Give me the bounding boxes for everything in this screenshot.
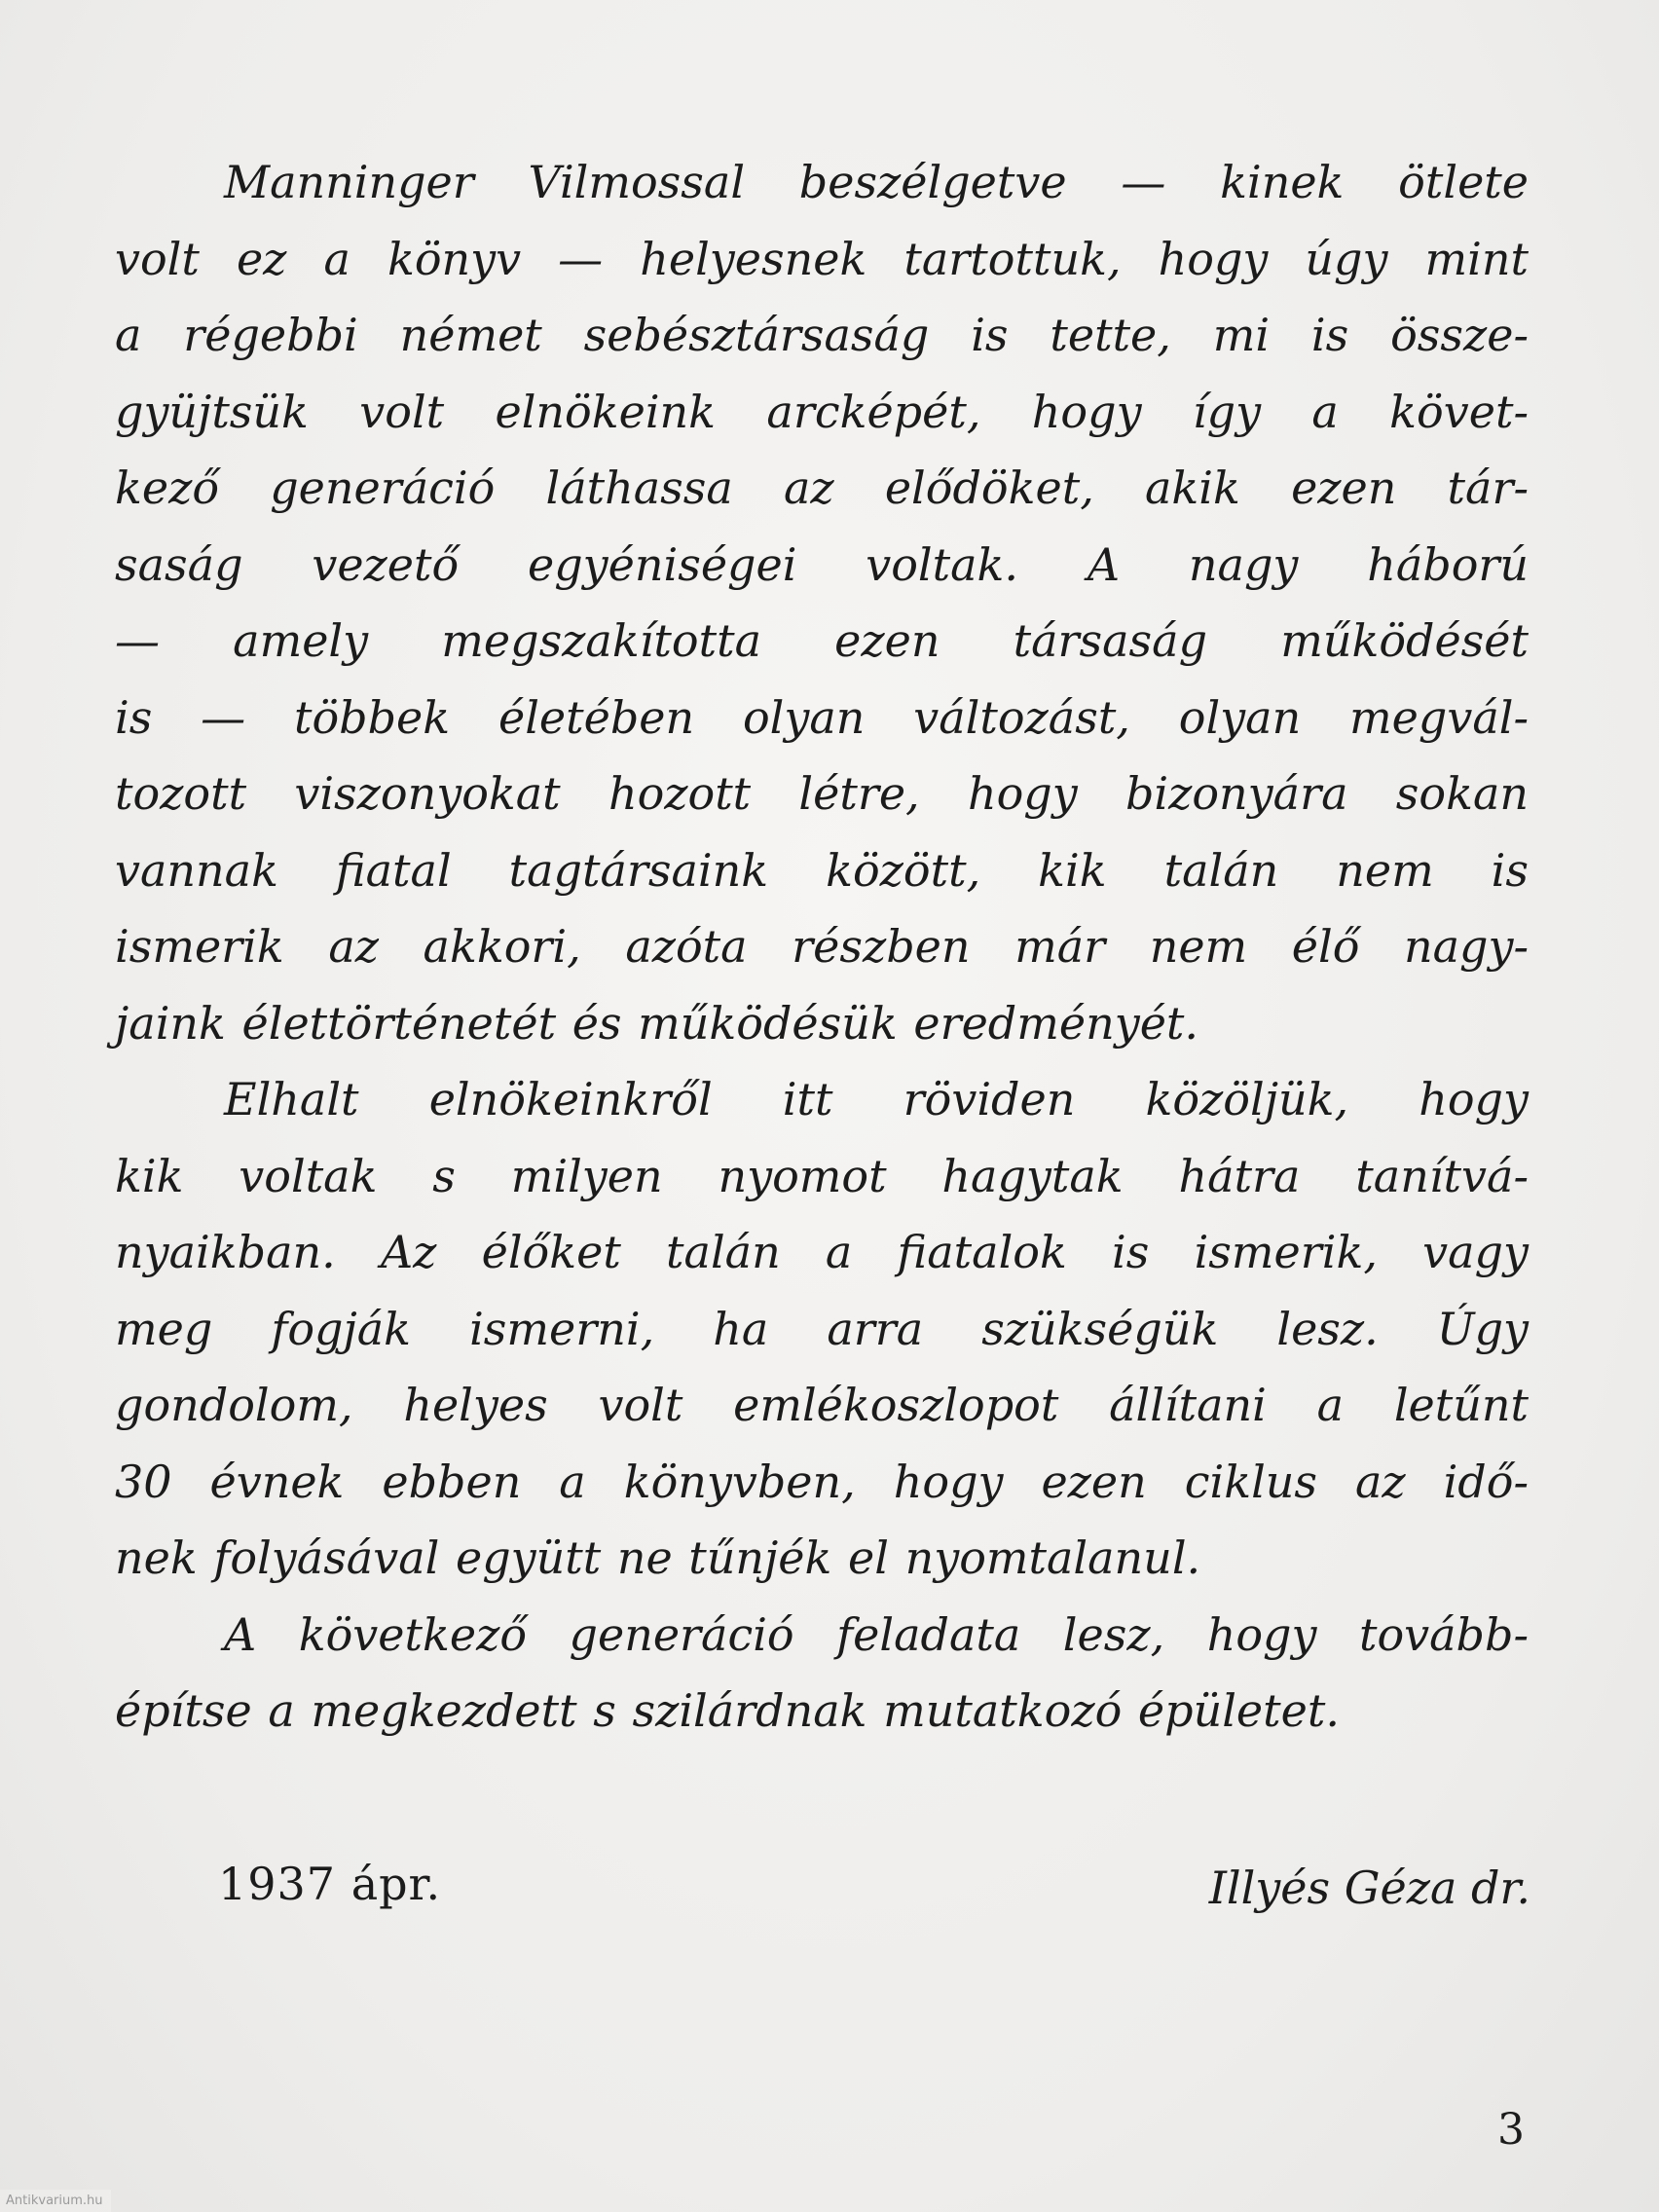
page-number: 3 — [1497, 2105, 1525, 2155]
text-line: 30 évnek ebben a könyvben, hogy ezen ciklus az idő- — [115, 1455, 1529, 1508]
text-line: nyaikban. Az élőket talán a fiatalok is ismerik, vagy — [115, 1226, 1529, 1278]
text-line: jaink élettörténetét és működésük eredményét. — [115, 996, 1199, 1050]
text-line: a régebbi német sebésztársaság is tette, mi is össze- — [115, 309, 1529, 361]
body-text — [115, 144, 1529, 1750]
text-line: A következő generáció feladata lesz, hogy tovább- — [224, 1607, 1529, 1661]
text-line: meg fogják ismerni, ha arra szükségük lesz. Úgy — [115, 1302, 1529, 1355]
text-line: saság vezető egyéniségei voltak. A nagy háború — [115, 537, 1529, 591]
text-line: volt ez a könyv — helyesnek tartottuk, hogy úgy mint — [115, 232, 1529, 285]
text-line: kik voltak s milyen nyomot hagytak hátra tanítvá- — [115, 1149, 1529, 1202]
watermark: Antikvarium.hu — [0, 2190, 111, 2212]
text-line: nek folyásával együtt ne tűnjék el nyomtalanul. — [115, 1531, 1201, 1584]
text-line: is — többek életében olyan változást, olyan megvál- — [115, 690, 1529, 744]
date: 1937 ápr. — [218, 1858, 442, 1910]
text-line: gyüjtsük volt elnökeink arcképét, hogy így a követ- — [115, 385, 1529, 438]
text-line: Manninger Vilmossal beszélgetve — kinek ötlete — [224, 156, 1529, 208]
text-line: tozott viszonyokat hozott létre, hogy bizonyára sokan — [115, 767, 1529, 820]
text-line: Elhalt elnökeinkről itt röviden közöljük, hogy — [224, 1073, 1529, 1125]
text-line: építse a megkezdett s szilárdnak mutatkozó épületet. — [115, 1684, 1340, 1737]
text-line: kező generáció láthassa az elődöket, akik ezen tár- — [115, 461, 1529, 514]
signature: Illyés Géza dr. — [1208, 1862, 1530, 1914]
text-line: — amely megszakította ezen társaság működését — [115, 614, 1529, 667]
text-line: ismerik az akkori, azóta részben már nem élő nagy- — [115, 920, 1529, 973]
text-line: gondolom, helyes volt emlékoszlopot állítani a letűnt — [115, 1379, 1529, 1431]
text-line: vannak fiatal tagtársaink között, kik talán nem is — [115, 843, 1529, 897]
